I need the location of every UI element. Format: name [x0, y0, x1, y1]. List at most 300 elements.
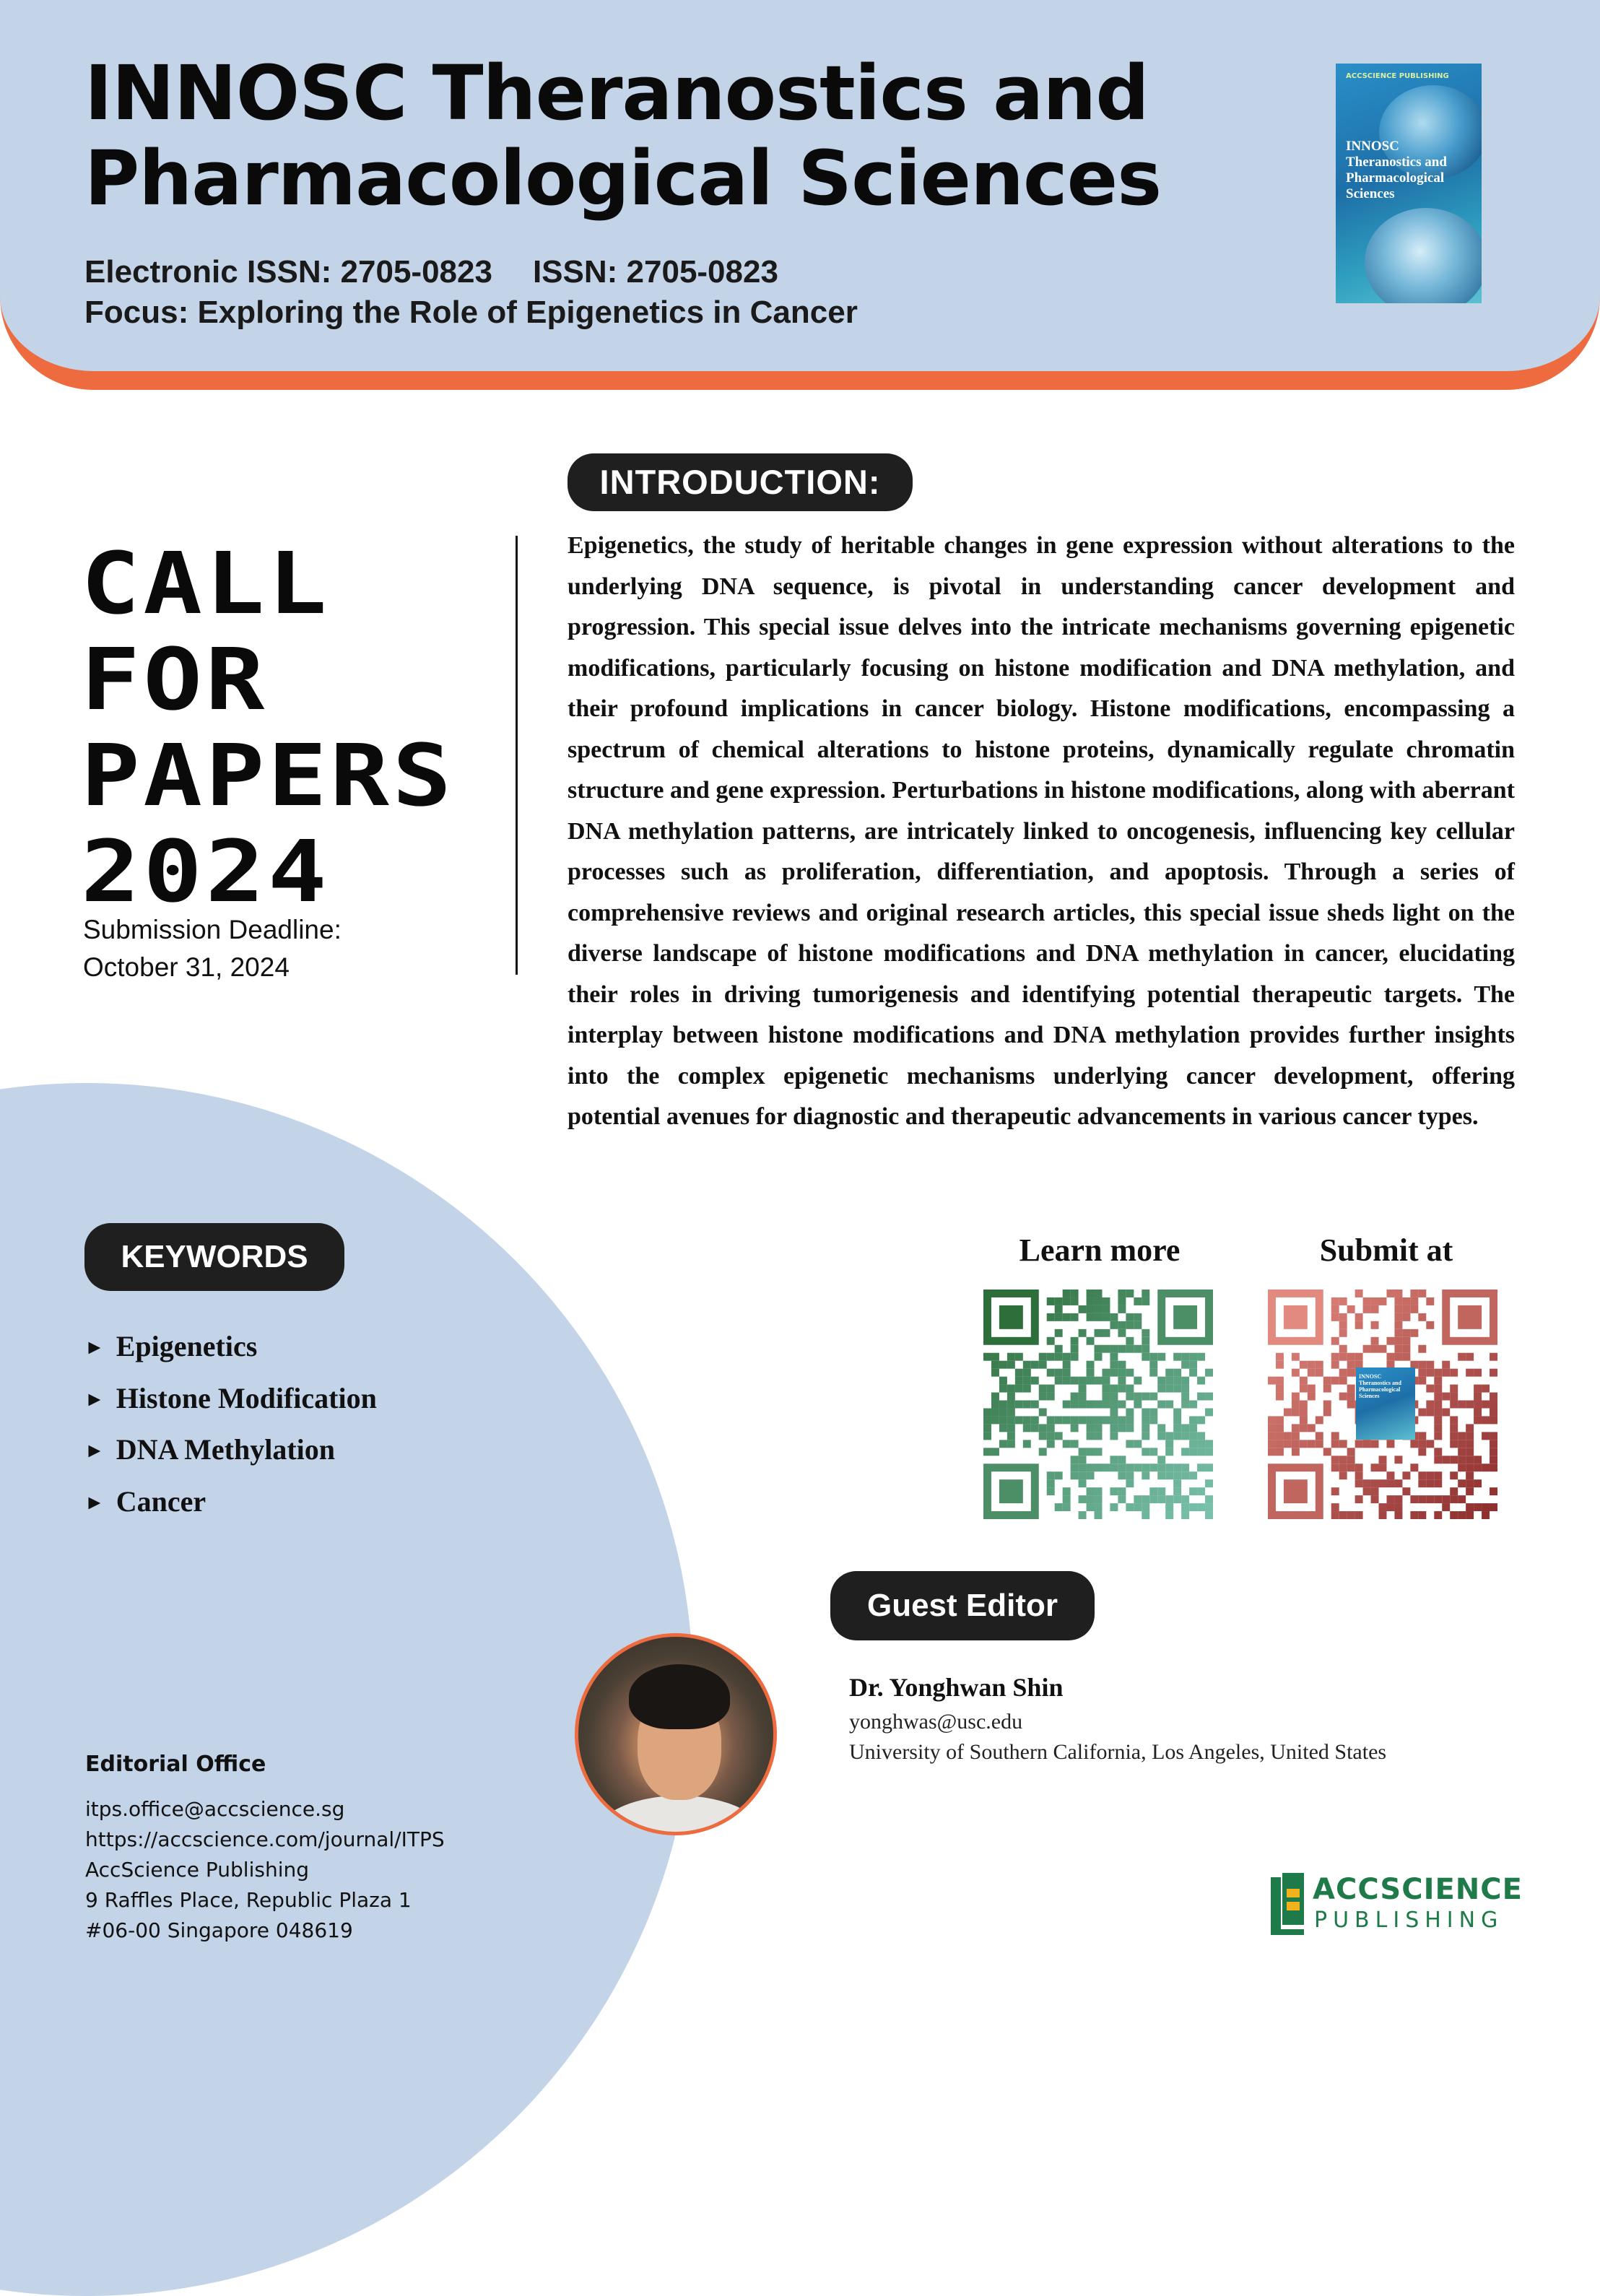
qr-module [1157, 1464, 1165, 1471]
qr-module [1126, 1440, 1134, 1448]
qr-module [1394, 1456, 1402, 1464]
qr-module [1149, 1495, 1157, 1503]
triangle-bullet-icon: ► [84, 1388, 105, 1411]
qr-module [1386, 1495, 1394, 1503]
qr-module [1165, 1377, 1173, 1385]
qr-module [1023, 1361, 1031, 1369]
qr-module [1379, 1297, 1387, 1305]
qr-module [1031, 1401, 1039, 1409]
qr-module [1173, 1408, 1181, 1416]
qr-module [1079, 1471, 1087, 1479]
qr-module [1189, 1503, 1197, 1511]
logo-publishing: PUBLISHING [1314, 1908, 1504, 1933]
triangle-bullet-icon: ► [84, 1491, 105, 1514]
qr-module [1079, 1329, 1087, 1337]
qr-module [1458, 1448, 1466, 1456]
office-address-1: 9 Raffles Place, Republic Plaza 1 [85, 1888, 412, 1912]
qr-module [1055, 1416, 1063, 1424]
qr-module [1434, 1408, 1442, 1416]
qr-module [1095, 1487, 1103, 1495]
qr-module [1142, 1495, 1149, 1503]
qr-module [1331, 1432, 1339, 1440]
qr-module [1197, 1353, 1205, 1361]
qr-module [1205, 1440, 1213, 1448]
cfp-line: FOR [81, 630, 268, 729]
qr-module [1007, 1408, 1015, 1416]
qr-module [1394, 1345, 1402, 1353]
qr-module [1442, 1369, 1450, 1377]
qr-module [1095, 1313, 1103, 1321]
qr-module [1466, 1511, 1474, 1519]
qr-module [1490, 1401, 1497, 1409]
qr-module [1165, 1385, 1173, 1393]
office-address-2: #06-00 Singapore 048619 [85, 1918, 353, 1942]
qr-module [1110, 1321, 1118, 1329]
editorial-office [85, 1752, 445, 1946]
qr-module [1363, 1440, 1371, 1448]
qr-module [1149, 1464, 1157, 1471]
qr-module [1418, 1440, 1426, 1448]
qr-module [1292, 1408, 1300, 1416]
qr-module [1426, 1401, 1434, 1409]
qr-module [1379, 1456, 1387, 1464]
qr-module [1458, 1464, 1466, 1471]
qr-module [1292, 1369, 1300, 1377]
qr-module [1189, 1353, 1197, 1361]
qr-module [1149, 1361, 1157, 1369]
journal-title: INNOSC Theranostics and Pharmacological Sciences [84, 49, 1162, 222]
qr-module [1047, 1432, 1055, 1440]
qr-module [1410, 1495, 1418, 1503]
cover-publisher: ACCSCIENCE PUBLISHING [1346, 72, 1449, 80]
qr-module [1450, 1471, 1458, 1479]
qr-module [1023, 1385, 1031, 1393]
qr-module [1292, 1424, 1300, 1432]
qr-module [1079, 1479, 1087, 1487]
qr-module [1095, 1297, 1103, 1305]
qr-module [1268, 1377, 1276, 1385]
qr-module [1142, 1448, 1149, 1456]
qr-module [999, 1416, 1007, 1424]
qr-module [1339, 1313, 1347, 1321]
qr-module [1087, 1464, 1095, 1471]
qr-module [1047, 1353, 1055, 1361]
qr-module [1347, 1456, 1355, 1464]
qr-module [1181, 1361, 1189, 1369]
qr-module [1102, 1305, 1110, 1313]
qr-module [1490, 1353, 1497, 1361]
submission-deadline [83, 911, 342, 986]
qr-module [1363, 1479, 1371, 1487]
qr-module [1157, 1424, 1165, 1432]
qr-module [1331, 1464, 1339, 1471]
qr-module [1095, 1305, 1103, 1313]
qr-module [1071, 1393, 1079, 1401]
qr-module [1039, 1393, 1047, 1401]
qr-module [1426, 1495, 1434, 1503]
qr-module [1087, 1487, 1095, 1495]
qr-module [1386, 1503, 1394, 1511]
qr-module [1276, 1393, 1284, 1401]
qr-module [1308, 1369, 1316, 1377]
qr-module [1394, 1511, 1402, 1519]
qr-module [1450, 1440, 1458, 1448]
cfp-line: PAPERS [81, 726, 455, 825]
editor-email[interactable]: yonghwas@usc.edu [849, 1710, 1023, 1734]
qr-module [1197, 1464, 1205, 1471]
qr-module [1331, 1305, 1339, 1313]
qr-module [1466, 1369, 1474, 1377]
qr-module [1474, 1385, 1482, 1393]
qr-module [1474, 1401, 1482, 1409]
qr-module [1031, 1416, 1039, 1424]
qr-module [1276, 1385, 1284, 1393]
qr-module [1339, 1440, 1347, 1448]
qr-module [1490, 1369, 1497, 1377]
qr-module [1110, 1408, 1118, 1416]
qr-module [1087, 1313, 1095, 1321]
qr-module [1418, 1313, 1426, 1321]
office-url[interactable]: https://accscience.com/journal/ITPS [85, 1827, 445, 1851]
qr-module [1466, 1440, 1474, 1448]
qr-module [1102, 1377, 1110, 1385]
qr-module [1426, 1408, 1434, 1416]
qr-module [1173, 1369, 1181, 1377]
qr-module [1355, 1511, 1363, 1519]
qr-module [1023, 1416, 1031, 1424]
qr-module [1363, 1487, 1371, 1495]
qr-module [1102, 1464, 1110, 1471]
qr-module [1055, 1369, 1063, 1377]
qr-module [1087, 1471, 1095, 1479]
qr-module [1110, 1345, 1118, 1353]
qr-module [1458, 1432, 1466, 1440]
qr-module [1394, 1313, 1402, 1321]
qr-module [1173, 1471, 1181, 1479]
qr-module [1474, 1408, 1482, 1416]
qr-module [991, 1408, 999, 1416]
qr-module [1102, 1345, 1110, 1353]
editor-name: Dr. Yonghwan Shin [849, 1673, 1064, 1702]
qr-module [1165, 1369, 1173, 1377]
qr-module [1142, 1471, 1149, 1479]
qr-module [1371, 1464, 1379, 1471]
qr-module [1007, 1353, 1015, 1361]
qr-module [1450, 1385, 1458, 1393]
qr-module [1450, 1456, 1458, 1464]
qr-module [1102, 1385, 1110, 1393]
qr-module [1007, 1361, 1015, 1369]
qr-module [1331, 1456, 1339, 1464]
qr-module [1402, 1313, 1410, 1321]
qr-module [1157, 1377, 1165, 1385]
qr-code-icon [983, 1290, 1213, 1519]
qr-module [1102, 1313, 1110, 1321]
qr-module [1347, 1511, 1355, 1519]
qr-module [1394, 1495, 1402, 1503]
qr-module [1007, 1393, 1015, 1401]
qr-module [1039, 1361, 1047, 1369]
qr-module [1007, 1416, 1015, 1424]
cfp-line: 2024 [81, 822, 331, 921]
qr-module [1110, 1361, 1118, 1369]
qr-module [1055, 1313, 1063, 1321]
qr-module [1110, 1456, 1118, 1464]
qr-module [1126, 1313, 1134, 1321]
qr-module [1134, 1464, 1142, 1471]
qr-module [1316, 1369, 1323, 1377]
qr-module [1071, 1297, 1079, 1305]
qr-module [1095, 1464, 1103, 1471]
qr-module [1165, 1440, 1173, 1448]
qr-module [1173, 1495, 1181, 1503]
qr-module [1466, 1424, 1474, 1432]
qr-module [1063, 1377, 1071, 1385]
qr-module [1402, 1471, 1410, 1479]
qr-module [1386, 1337, 1394, 1345]
qr-module [1363, 1297, 1371, 1305]
qr-module [1292, 1432, 1300, 1440]
qr-module [1490, 1440, 1497, 1448]
qr-module [1118, 1464, 1126, 1471]
qr-module [991, 1353, 999, 1361]
qr-module [1434, 1385, 1442, 1393]
submit-qr-code[interactable] [1268, 1290, 1497, 1519]
qr-module [1410, 1511, 1418, 1519]
qr-finder-center [1173, 1305, 1197, 1329]
qr-module [1482, 1416, 1490, 1424]
qr-module [1331, 1337, 1339, 1345]
qr-module [1205, 1503, 1213, 1511]
issn-line [84, 254, 819, 290]
qr-module [1347, 1393, 1355, 1401]
qr-module [1087, 1401, 1095, 1409]
qr-module [1055, 1297, 1063, 1305]
editor-photo-hair [629, 1664, 730, 1729]
qr-module [1110, 1369, 1118, 1377]
qr-module [1071, 1464, 1079, 1471]
qr-module [1095, 1401, 1103, 1409]
qr-module [1300, 1424, 1308, 1432]
qr-module [1023, 1424, 1031, 1432]
qr-module [1110, 1464, 1118, 1471]
qr-module [1110, 1432, 1118, 1440]
qr-module [1079, 1393, 1087, 1401]
qr-module [1450, 1432, 1458, 1440]
qr-module [1134, 1321, 1142, 1329]
qr-module [1149, 1353, 1157, 1361]
qr-module [1055, 1329, 1063, 1337]
qr-module [1039, 1385, 1047, 1393]
qr-module [1102, 1369, 1110, 1377]
qr-module [1142, 1503, 1149, 1511]
qr-module [1474, 1369, 1482, 1377]
qr-module [991, 1401, 999, 1409]
qr-module [1165, 1464, 1173, 1471]
qr-module [1379, 1511, 1387, 1519]
qr-module [1142, 1329, 1149, 1337]
qr-module [1071, 1456, 1079, 1464]
qr-module [1165, 1471, 1173, 1479]
keyword-item: ► DNA Methylation [84, 1433, 336, 1466]
qr-module [1063, 1495, 1071, 1503]
qr-module [1126, 1337, 1134, 1345]
qr-module [1165, 1432, 1173, 1440]
keywords-list [84, 1323, 377, 1529]
qr-module [1047, 1479, 1055, 1487]
qr-module [1458, 1495, 1466, 1503]
qr-module [1347, 1353, 1355, 1361]
qr-module [1426, 1361, 1434, 1369]
qr-module [1134, 1495, 1142, 1503]
qr-module [1126, 1503, 1134, 1511]
keyword-item: ► Histone Modification [84, 1381, 377, 1414]
qr-module [1126, 1408, 1134, 1416]
qr-module [1173, 1416, 1181, 1424]
qr-module [1134, 1313, 1142, 1321]
qr-module [1142, 1424, 1149, 1432]
qr-module [1023, 1440, 1031, 1448]
qr-module [1126, 1471, 1134, 1479]
qr-module [1268, 1432, 1276, 1440]
qr-module [1173, 1385, 1181, 1393]
qr-module [1458, 1456, 1466, 1464]
qr-module [1300, 1401, 1308, 1409]
qr-module [1047, 1297, 1055, 1305]
qr-module [1095, 1329, 1103, 1337]
qr-module [1110, 1353, 1118, 1361]
cfp-line: CALL [81, 534, 331, 633]
qr-module [1142, 1408, 1149, 1416]
qr-module [1205, 1408, 1213, 1416]
qr-module [1490, 1487, 1497, 1495]
qr-module [1087, 1290, 1095, 1297]
qr-module [1071, 1424, 1079, 1432]
qr-module [1394, 1321, 1402, 1329]
qr-module [1063, 1361, 1071, 1369]
qr-module [1323, 1401, 1331, 1409]
qr-module [1371, 1321, 1379, 1329]
qr-module [1118, 1377, 1126, 1385]
qr-module [991, 1416, 999, 1424]
qr-module [1071, 1416, 1079, 1424]
qr-module [1339, 1369, 1347, 1377]
qr-module [1157, 1353, 1165, 1361]
qr-module [1110, 1385, 1118, 1393]
qr-module [1110, 1503, 1118, 1511]
cover-title: INNOSC Theranostics and Pharmacological Sciences [1346, 139, 1447, 201]
qr-module [991, 1448, 999, 1456]
qr-module [1189, 1448, 1197, 1456]
qr-module [1095, 1495, 1103, 1503]
qr-module [1339, 1377, 1347, 1385]
qr-module [1149, 1393, 1157, 1401]
qr-module [1165, 1401, 1173, 1409]
qr-module [1276, 1353, 1284, 1361]
keyword-item: ► Epigenetics [84, 1330, 258, 1362]
qr-module [1474, 1416, 1482, 1424]
qr-module [1458, 1511, 1466, 1519]
qr-finder-center [1284, 1479, 1308, 1503]
qr-module [999, 1361, 1007, 1369]
qr-module [1386, 1471, 1394, 1479]
qr-module [1308, 1424, 1316, 1432]
qr-module [1410, 1305, 1418, 1313]
qr-module [1110, 1393, 1118, 1401]
editor-photo [575, 1633, 777, 1835]
journal-cover-image [1336, 64, 1482, 303]
qr-module [1205, 1393, 1213, 1401]
qr-module [1205, 1495, 1213, 1503]
qr-module [1276, 1424, 1284, 1432]
qr-module [1087, 1424, 1095, 1432]
qr-module [1418, 1479, 1426, 1487]
qr-module [1418, 1495, 1426, 1503]
qr-module [1284, 1408, 1292, 1416]
qr-module [1418, 1471, 1426, 1479]
qr-module [1079, 1464, 1087, 1471]
qr-module [1142, 1353, 1149, 1361]
editor-photo-shirt [593, 1796, 766, 1835]
qr-module [1450, 1495, 1458, 1503]
qr-module [991, 1369, 999, 1377]
qr-module [1197, 1393, 1205, 1401]
qr-module [1490, 1464, 1497, 1471]
qr-module [1276, 1448, 1284, 1456]
qr-module [1007, 1424, 1015, 1432]
qr-module [1450, 1401, 1458, 1409]
qr-module [1482, 1511, 1490, 1519]
qr-module [983, 1353, 991, 1361]
qr-module [1079, 1385, 1087, 1393]
qr-module [1268, 1440, 1276, 1448]
qr-module [1173, 1487, 1181, 1495]
qr-module [1015, 1401, 1023, 1409]
divider-line [516, 536, 518, 975]
qr-module [1347, 1369, 1355, 1377]
qr-module [1157, 1456, 1165, 1464]
qr-module [1450, 1369, 1458, 1377]
learn-more-qr-code[interactable] [983, 1290, 1213, 1519]
triangle-bullet-icon: ► [84, 1336, 105, 1359]
accscience-logo [1271, 1873, 1523, 1935]
qr-module [1102, 1393, 1110, 1401]
qr-module [1157, 1471, 1165, 1479]
office-email[interactable]: itps.office@accscience.sg [85, 1797, 345, 1821]
qr-module [1331, 1313, 1339, 1321]
qr-module [1047, 1424, 1055, 1432]
qr-module [1490, 1408, 1497, 1416]
qr-module [1418, 1448, 1426, 1456]
qr-module [1292, 1393, 1300, 1401]
keywords-heading: KEYWORDS [84, 1223, 344, 1291]
qr-module [1189, 1487, 1197, 1495]
qr-module [1039, 1432, 1047, 1440]
qr-module [1434, 1401, 1442, 1409]
qr-module [1110, 1487, 1118, 1495]
qr-module [1276, 1432, 1284, 1440]
qr-module [1118, 1369, 1126, 1377]
qr-module [1292, 1401, 1300, 1409]
qr-module [1102, 1329, 1110, 1337]
qr-module [1110, 1416, 1118, 1424]
qr-module [1157, 1495, 1165, 1503]
qr-module [1047, 1337, 1055, 1345]
qr-module [1142, 1345, 1149, 1353]
qr-module [1087, 1416, 1095, 1424]
qr-module [1023, 1369, 1031, 1377]
introduction-body: Epigenetics, the study of heritable changes in gene expression without alterations to the underlying DNA sequence, is pivotal in understanding cancer development and progression. This special issue delves into the intricate mechanisms governing epigenetic modifications, particularly focusing on histone modification and DNA methylation, and their profound implications in cancer biology. Histone modifications, encompassing a spectrum of chemical alterations to histone proteins, dynamically regulate chromatin structure and gene expression. Perturbations in histone modifications, along with aberrant DNA methylation patterns, are intricately linked to oncogenesis, influencing key cellular processes such as proliferation, differentiation, and apoptosis. Through a series of comprehensive reviews and original research articles, this special issue sheds light on the diverse landscape of histone modifications and DNA methylation in cancer, elucidating their roles in driving tumorigenesis and identifying potential therapeutic targets. The interplay between histone modifications and DNA methylation provides further insights into the complex epigenetic mechanisms underlying cancer development, offering potential avenues for diagnostic and therapeutic advancements in various cancer types. [568, 532, 1515, 1130]
